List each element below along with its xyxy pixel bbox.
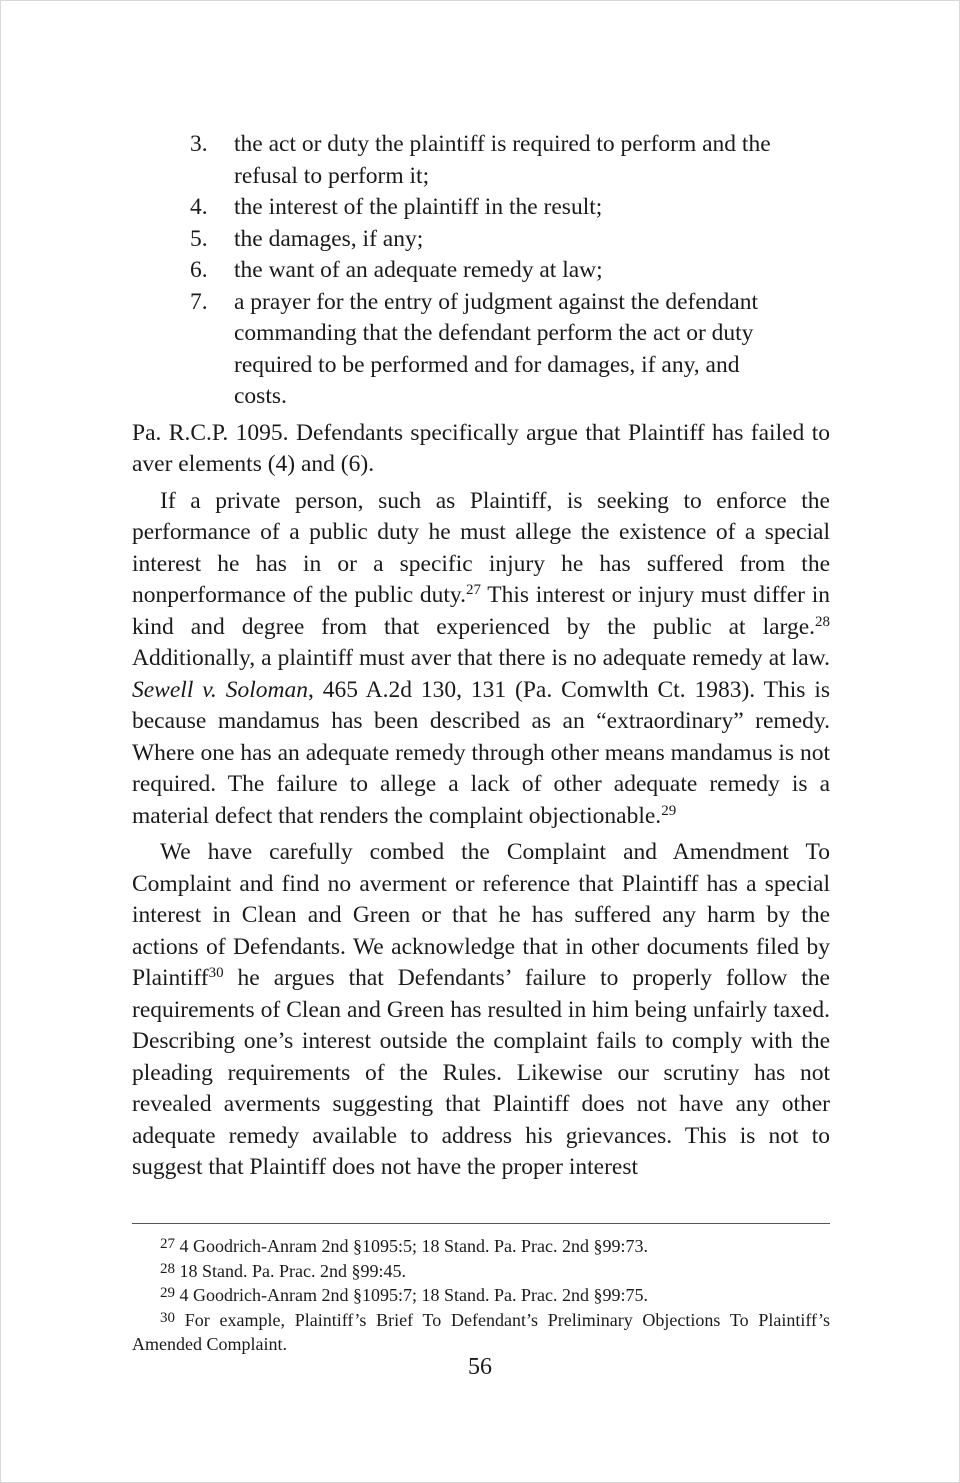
paragraph-text: We have carefully combed the Complaint and Amendment To Complaint and find no averment or reference that Plaintiff has a special interest in Clean and Green or that he has suffered any harm by the actions of Defendants. We acknowledge that in other documents filed by Plaintiff xyxy=(132,839,830,991)
list-item-number: 3. xyxy=(190,131,208,157)
footnote-ref: 29 xyxy=(661,802,677,819)
footnote-text: 4 Goodrich-Anram 2nd §1095:5; 18 Stand. Pa. Prac. 2nd §99:73. xyxy=(175,1236,648,1256)
list-item-text: the want of an adequate remedy at law; xyxy=(234,257,603,283)
list-item-number: 4. xyxy=(190,194,208,220)
page-number: 56 xyxy=(468,1354,492,1380)
list-item-text: the act or duty the plaintiff is required to perform and the refusal to perform it; xyxy=(234,131,771,189)
footnote xyxy=(132,1234,830,1259)
paragraph-text: If a private person, such as Plaintiff, is seeking to enforce the performance of a public duty he must allege the existence of a special interest he has in or a specific injury he has suffered from the nonperformance of the public duty. xyxy=(132,487,830,608)
footnote-ref: 30 xyxy=(208,965,224,981)
paragraph-special-interest xyxy=(132,486,830,833)
footnote-text: 4 Goodrich-Anram 2nd §1095:7; 18 Stand. Pa. Prac. 2nd §99:75. xyxy=(175,1285,648,1305)
paragraph-analysis xyxy=(132,837,830,1184)
footnote-ref: 28 xyxy=(815,613,830,630)
footnote-separator xyxy=(132,1223,830,1224)
list-item xyxy=(132,255,774,287)
list-item-text: the damages, if any; xyxy=(234,225,424,252)
paragraph-text: he argues that Defendants’ failure to properly follow the requirements of Clean and Green has resulted in him being unfairly taxed. Describing one’s interest outside the complaint fails to comply with the pleading requirements of the Rules. Likewise our scrutiny has not revealed averments suggesting that Plaintiff does not have any other adequate remedy available to address his grievances. This is not to suggest that Plaintiff does not have the proper interest xyxy=(132,965,830,1180)
footnote xyxy=(132,1259,830,1284)
requirements-list xyxy=(132,129,830,1184)
paragraph-rule-citation: Pa. R.C.P. 1095. Defendants specifically argue that Plaintiff has failed to aver elements (4) and (6). xyxy=(132,419,830,477)
paragraph-text: , 465 A.2d 130, 131 (Pa. Comwlth Ct. 1983). This is because mandamus has been described as an “extraordinary” remedy. Where one has an adequate remedy through other means mandamus is not required. The failure to allege a lack of other adequate remedy is a material defect that renders the complaint objectionable. xyxy=(132,676,831,829)
list-item-text: the interest of the plaintiff in the result; xyxy=(234,194,603,220)
list-item-number: 7. xyxy=(190,288,208,315)
list-item xyxy=(132,129,774,192)
footnote-number: 30 xyxy=(160,1309,175,1326)
list-item-number: 6. xyxy=(190,257,208,283)
list-item xyxy=(132,224,774,256)
footnote-number: 28 xyxy=(160,1260,175,1277)
case-citation: Sewell v. Soloman xyxy=(132,676,308,703)
list-item-number: 5. xyxy=(190,225,208,252)
footnote-text: For example, Plaintiff’s Brief To Defendant’s Preliminary Objections To Plaintiff’s Amended Complaint. xyxy=(132,1309,830,1354)
footnote xyxy=(132,1283,830,1308)
footnote-ref: 27 xyxy=(466,582,481,598)
footnote-number: 27 xyxy=(160,1236,175,1252)
list-item xyxy=(132,287,774,413)
paragraph-text: This interest or injury must differ in kind and degree from that experienced by the public at large. xyxy=(132,582,830,640)
footnote-number: 29 xyxy=(160,1285,175,1301)
list-item xyxy=(132,192,774,224)
list-item-text: a prayer for the entry of judgment against the defendant commanding that the defendant perform the act or duty required to be performed and for damages, if any, and costs. xyxy=(234,288,758,409)
footnote xyxy=(132,1308,830,1357)
footnotes xyxy=(132,1234,830,1357)
paragraph-text: Additionally, a plaintiff must aver that there is no adequate remedy at law. xyxy=(132,645,830,671)
footnote-text: 18 Stand. Pa. Prac. 2nd §99:45. xyxy=(175,1260,406,1281)
